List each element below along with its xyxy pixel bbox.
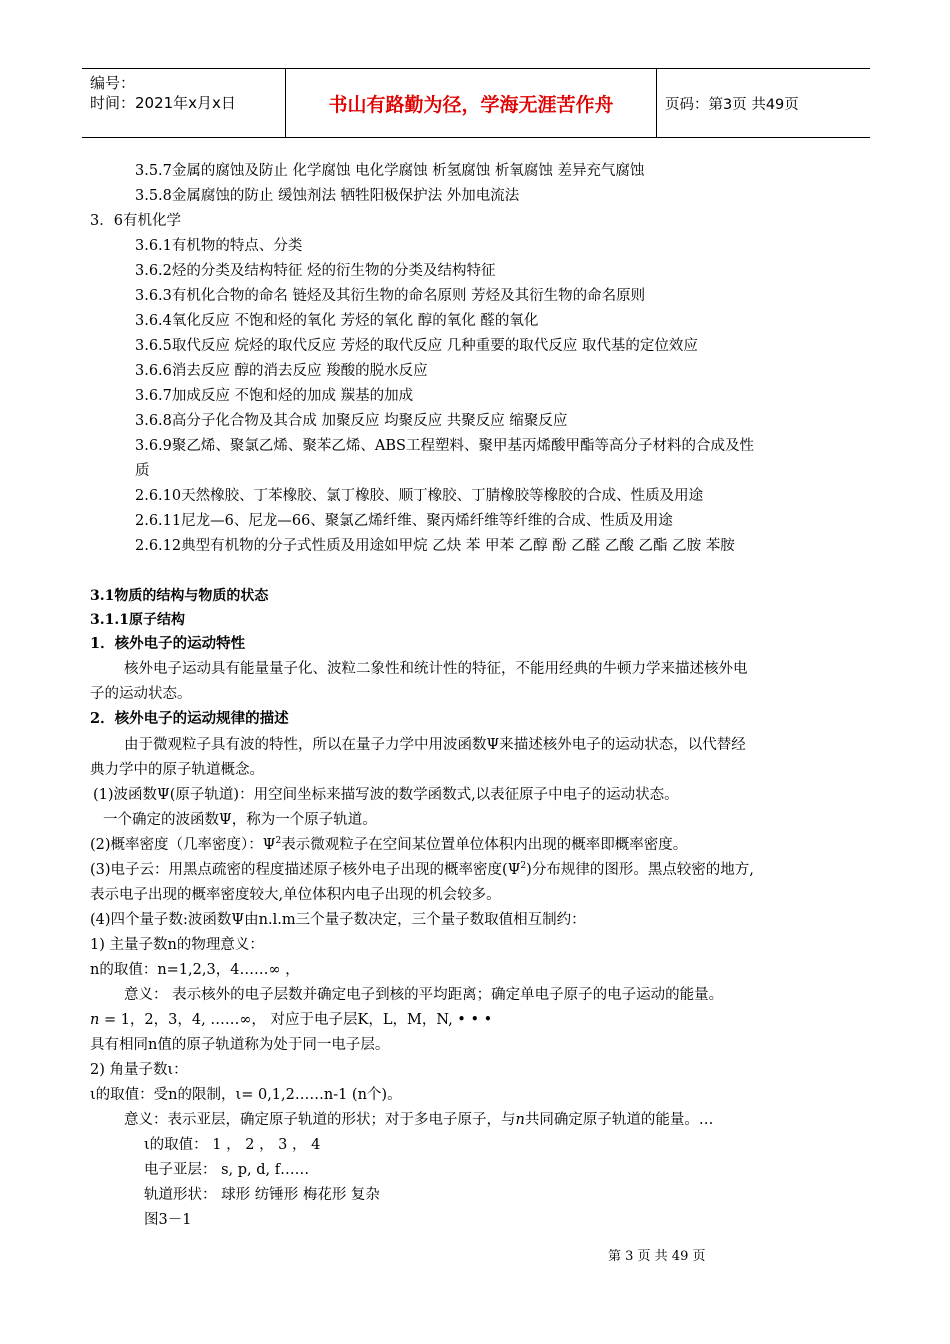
paragraph-line: 2) 角量子数ι：: [90, 1062, 188, 1078]
toc-item: 3.6.7加成反应 不饱和烃的加成 羰基的加成: [135, 388, 414, 404]
paragraph-line: 表示电子出现的概率密度较大,单位体积内电子出现的机会较多。: [90, 887, 501, 903]
paragraph-line: ι的取值： 1 ， 2 ， 3 ， 4: [144, 1137, 321, 1153]
paragraph-line: (1)波函数Ψ(原子轨道)：用空间坐标来描写波的数学函数式,以表征原子中电子的运动状态。: [93, 787, 679, 803]
section-heading: 3.1物质的结构与物质的状态: [90, 588, 269, 604]
header-page-label: 页码：第3页 共49页: [665, 96, 799, 113]
toc-section: 3．6有机化学: [90, 213, 181, 229]
paragraph-line: 意义：表示亚层，确定原子轨道的形状；对于多电子原子，与n共同确定原子轨道的能量。…: [124, 1112, 714, 1128]
paragraph-line: n的取值：n=1,2,3，4……∞ ，: [90, 962, 300, 978]
paragraph-line: n = 1，2，3，4, ……∞， 对应于电子层K，L，M，N, • • •: [90, 1012, 493, 1028]
toc-item: 3.6.1有机物的特点、分类: [135, 238, 303, 254]
toc-item: 3.6.2烃的分类及结构特征 烃的衍生物的分类及结构特征: [135, 263, 496, 279]
code-label: 编号：: [90, 74, 136, 92]
toc-item: 2.6.10天然橡胶、丁苯橡胶、氯丁橡胶、顺丁橡胶、丁腈橡胶等橡胶的合成、性质及用途: [135, 488, 704, 504]
paragraph-line: ι的取值：受n的限制，ι= 0,1,2……n-1 (n个)。: [90, 1087, 402, 1103]
toc-item: 3.6.5取代反应 烷烃的取代反应 芳烃的取代反应 几种重要的取代反应 取代基的定位效应: [135, 338, 698, 354]
toc-item: 2.6.12典型有机物的分子式性质及用途如甲烷 乙炔 苯 甲苯 乙醇 酚 乙醛 乙酸 乙酯 乙胺 苯胺: [135, 538, 735, 554]
page-footer: 第 3 页 共 49 页: [608, 1249, 706, 1264]
paragraph-line: 一个确定的波函数Ψ，称为一个原子轨道。: [103, 812, 377, 828]
toc-item: 3.6.9聚乙烯、聚氯乙烯、聚苯乙烯、ABS工程塑料、聚甲基丙烯酸甲酯等高分子材料的合成及性: [135, 438, 754, 454]
topic-heading: 1．核外电子的运动特性: [90, 635, 246, 652]
paragraph-line: (2)概率密度（几率密度）：$\Psi^2$表示微观粒子在空间某位置单位体积内出现的概率即概率密度。: [90, 836, 688, 853]
toc-item: 3.6.8高分子化合物及其合成 加聚反应 均聚反应 共聚反应 缩聚反应: [135, 413, 568, 429]
header-motto: 书山有路勤为径，学海无涯苦作舟: [285, 69, 657, 137]
paragraph-line: 具有相同n值的原子轨道称为处于同一电子层。: [90, 1037, 390, 1053]
topic-heading: 2．核外电子的运动规律的描述: [90, 710, 289, 727]
toc-item: 3.6.6消去反应 醇的消去反应 羧酸的脱水反应: [135, 363, 428, 379]
paragraph-line: 典力学中的原子轨道概念。: [90, 762, 264, 778]
subsection-heading: 3.1.1原子结构: [90, 612, 185, 628]
paragraph-line: 核外电子运动具有能量量子化、波粒二象性和统计性的特征，不能用经典的牛顿力学来描述核外电: [124, 661, 748, 677]
paragraph-line: 由于微观粒子具有波的特性，所以在量子力学中用波函数Ψ来描述核外电子的运动状态，以代替经: [124, 737, 746, 753]
paragraph-line: 意义： 表示核外的电子层数并确定电子到核的平均距离；确定单电子原子的电子运动的能量。: [124, 987, 724, 1003]
toc-item: 3.5.8金属腐蚀的防止 缓蚀剂法 牺牲阳极保护法 外加电流法: [135, 188, 520, 204]
toc-item: 质: [135, 463, 150, 479]
paragraph-line: 轨道形状： 球形 纺锤形 梅花形 复杂: [144, 1187, 380, 1203]
toc-item: 2.6.11尼龙—6、尼龙—66、聚氯乙烯纤维、聚丙烯纤维等纤维的合成、性质及用途: [135, 513, 673, 529]
header-meta: [82, 69, 285, 137]
paragraph-line: 电子亚层： s, p, d, f……: [144, 1162, 310, 1178]
toc-item: 3.6.4氧化反应 不饱和烃的氧化 芳烃的氧化 醇的氧化 醛的氧化: [135, 313, 539, 329]
paragraph-line: (4)四个量子数:波函数Ψ由n.l.m三个量子数决定，三个量子数取值相互制约：: [90, 912, 586, 928]
date-label: 时间：2021年x月x日: [90, 94, 236, 112]
toc-item: 3.5.7金属的腐蚀及防止 化学腐蚀 电化学腐蚀 析氢腐蚀 析氧腐蚀 差异充气腐蚀: [135, 163, 645, 179]
paragraph-line: (3)电子云：用黑点疏密的程度描述原子核外电子出现的概率密度$(\Psi^2)$分布规律的图形。黑点较密的地方,: [90, 861, 754, 878]
page-header: [82, 68, 870, 138]
paragraph-line: 子的运动状态。: [90, 686, 192, 702]
toc-item: 3.6.3有机化合物的命名 链烃及其衍生物的命名原则 芳烃及其衍生物的命名原则: [135, 288, 646, 304]
paragraph-line: 1) 主量子数n的物理意义：: [90, 937, 264, 953]
figure-caption: 图3－1: [144, 1212, 192, 1228]
